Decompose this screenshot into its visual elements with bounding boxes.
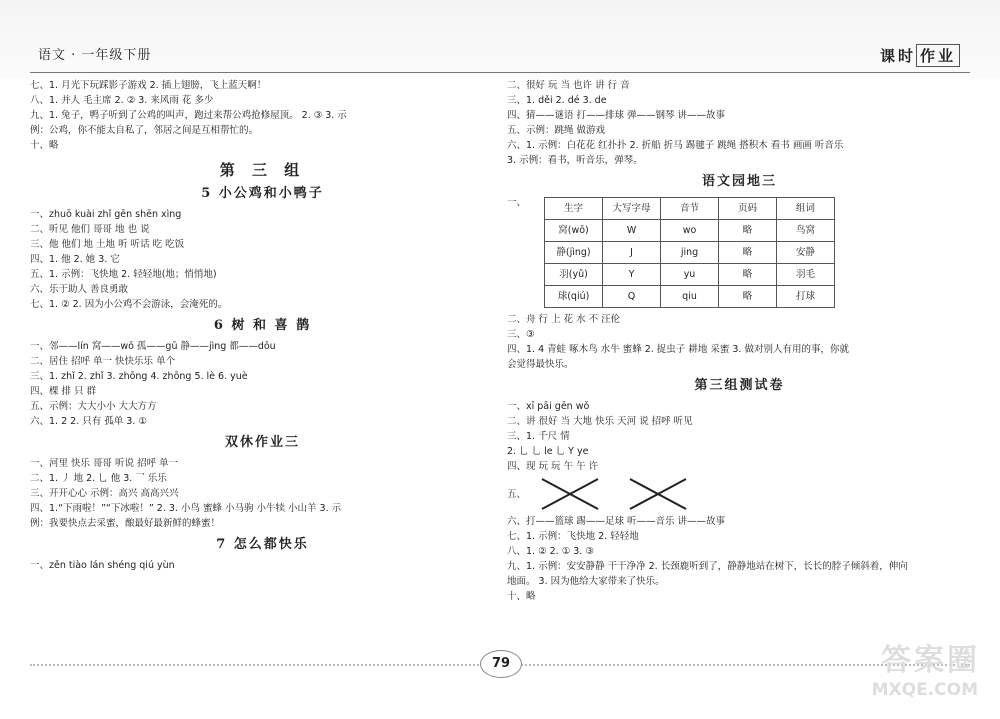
table-cell: qiu [661,286,719,308]
table-cell: 音节 [661,198,719,220]
table-row [545,220,835,242]
table-cell: 球(qiú) [545,286,603,308]
answer-line: 地面。 3. 因为他给大家带来了快乐。 [507,576,665,587]
table-cell: 安静 [777,242,835,264]
answer-line: 二、舟 行 上 花 水 不 汪伦 [507,314,621,325]
answer-line: 四、棵 排 只 群 [30,386,97,397]
cross-lines-icon [540,477,600,511]
watermark-url: MXQE.COM [871,680,978,700]
page-number: 79 [480,650,522,678]
answer-line: 四、1.“下雨啦！”“下冰啦！” 2. 3. 小鸟 蜜蜂 小马驹 小牛犊 小山羊 3. 示 [30,503,342,514]
lesson-title: 5 小公鸡和小鸭子 [201,186,324,201]
answer-line: 二、讲 很好 当 大地 快乐 天河 说 招呼 听见 [507,416,693,427]
table-cell: 窝(wō) [545,220,603,242]
table-cell: 组词 [777,198,835,220]
lesson-title: 7 怎么都快乐 [216,537,309,552]
matching-label: 五、 [507,488,527,500]
table-cell: J [603,242,661,264]
lesson-title: 6 树 和 喜 鹊 [213,318,312,333]
table-cell: 羽毛 [777,264,835,286]
answer-line: 七、1. 示例：飞快地 2. 轻轻地 [507,531,639,542]
answer-line: 二、听见 他们 哥哥 地 也 说 [30,224,150,235]
answer-line: 八、1. 并人 毛主席 2. ② 3. 来风雨 花 多少 [30,95,214,106]
table-cell: 略 [719,264,777,286]
answer-line: 二、居住 招呼 单一 快快乐乐 单个 [30,356,176,367]
answer-line: 三、③ [507,329,535,340]
answer-line: 七、1. 月光下玩踩影子游戏 2. 插上翅膀，飞上蓝天啊！ [30,80,267,91]
answer-line: 四、现 玩 玩 午 午 许 [507,461,599,472]
answer-line: 六、1. 2 2. 只有 孤单 3. ① [30,416,147,427]
table-cell: Q [603,286,661,308]
answer-line: 五、示例：跳绳 做游戏 [507,125,606,136]
logo-char-a: 课 [879,47,898,65]
answer-line: 十、略 [30,140,59,151]
table-row [545,198,835,220]
table-cell: jing [661,242,719,264]
table-cell: W [603,220,661,242]
answer-line: 二、很好 玩 当 也许 讲 行 音 [507,80,630,91]
table-cell: 略 [719,242,777,264]
table-prefix: 一、 [507,197,527,208]
table-row [545,242,835,264]
lesson-title: 第三组测试卷 [694,378,785,393]
lesson-title: 双休作业三 [224,435,300,450]
answer-line: 三、1. 千尺 情 [507,431,570,442]
table-cell: wo [661,220,719,242]
answer-line: 四、1. 4 青蛙 啄木鸟 水牛 蜜蜂 2. 捉虫子 耕地 采蜜 3. 做对别人有用的事，你就 [507,344,849,355]
matching-row [507,474,972,514]
answer-line: 会觉得最快乐。 [507,359,574,370]
right-column [507,78,972,604]
table-cell: Y [603,264,661,286]
answer-line: 一、xī pāi gēn wǒ [507,401,590,412]
logo-char-c: 作业 [916,44,960,67]
answer-line: 十、略 [507,591,536,602]
answer-line: 一、zhuō kuài zhǐ gēn shēn xìng [30,209,182,220]
answer-line: 六、1. 示例：白花花 红扑扑 2. 折船 折马 踢毽子 跳绳 搭积木 看书 画画 听音乐 [507,140,844,151]
header-band [0,0,1000,78]
section-title: 第 三 组 [219,161,306,179]
answer-line: 一、邻——lín 窝——wō 孤——gū 静——jìng 都——dōu [30,341,276,352]
table-cell: 鸟窝 [777,220,835,242]
cross-lines-icon [628,477,688,511]
answer-line: 三、1. děi 2. dé 3. de [507,95,607,106]
answer-line: 五、示例：大大小小 大大方方 [30,401,157,412]
lesson-title: 语文园地三 [701,174,777,189]
character-table [544,197,835,308]
table-cell: 生字 [545,198,603,220]
table-cell: 打球 [777,286,835,308]
watermark-logo: 答案圈 [881,643,980,678]
answer-line: 一、河里 快乐 哥哥 听说 招呼 单一 [30,458,179,469]
table-cell: 页码 [719,198,777,220]
answer-line: 三、开开心心 示例：高兴 高高兴兴 [30,488,179,499]
answer-line: 八、1. ② 2. ① 3. ③ [507,546,594,557]
series-logo [880,44,960,67]
answer-line: 2. 乚 乚 le 乚 Y ye [507,446,589,457]
table-row [545,264,835,286]
table-row [545,286,835,308]
table-cell: 略 [719,286,777,308]
answer-line: 三、1. zhǐ 2. zhǐ 3. zhōng 4. zhōng 5. lè 6. yuè [30,371,248,382]
answer-line: 五、1. 示例：飞快地 2. 轻轻地(地；悄悄地) [30,269,217,280]
table-cell: 静(jìng) [545,242,603,264]
answer-line: 九、1. 兔子，鸭子听到了公鸡的叫声，跑过来帮公鸡抢修屋顶。 2. ③ 3. 示 [30,110,347,121]
left-column [30,78,495,573]
answer-line: 七、1. ② 2. 因为小公鸡不会游泳，会淹死的。 [30,299,228,310]
answer-line: 3. 示例：看书，听音乐，弹琴。 [507,155,643,166]
answer-line: 一、zěn tiào lán shéng qiú yùn [30,560,175,571]
table-cell: 大写字母 [603,198,661,220]
answer-line: 四、猜——谜语 打——排球 弹——钢琴 讲——故事 [507,110,726,121]
answer-line: 例：我要快点去采蜜，酿最好最新鲜的蜂蜜！ [30,518,221,529]
answer-line: 九、1. 示例：安安静静 干干净净 2. 长颈鹿听到了，静静地站在树下，长长的脖子倾斜着，伸向 [507,561,908,572]
table-cell: yu [661,264,719,286]
answer-line: 六、乐于助人 善良勇敢 [30,284,129,295]
answer-line: 六、打——篮球 踢——足球 听——音乐 讲——故事 [507,516,726,527]
answer-line: 四、1. 他 2. 她 3. 它 [30,254,120,265]
book-title: 语文 · 一年级下册 [38,48,152,63]
answer-line: 三、他 他们 地 土地 听 听话 吃 吃饭 [30,239,185,250]
table-cell: 略 [719,220,777,242]
table-cell: 羽(yǔ) [545,264,603,286]
header-divider [30,72,970,73]
answer-line: 二、1. 丿 地 2. 乚 他 3. 乛 乐乐 [30,473,167,484]
answer-line: 例：公鸡，你不能太自私了，邻居之间是互相帮忙的。 [30,125,259,136]
logo-char-b: 时 [897,47,916,65]
